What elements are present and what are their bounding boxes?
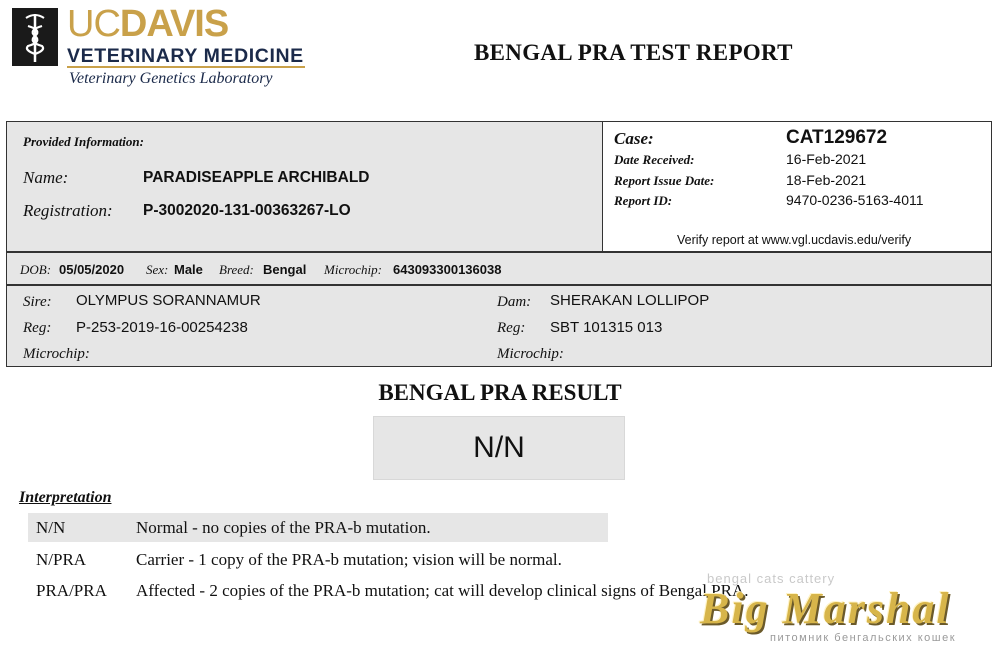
issue-date-value: 18-Feb-2021 [786,172,867,188]
interpretation-title: Interpretation [19,489,112,506]
provided-heading: Provided Information: [23,134,144,149]
verify-link[interactable]: Verify report at www.vgl.ucdavis.edu/verify [677,233,912,247]
date-received-label: Date Received: [614,152,695,167]
sire-reg-value: P-253-2019-16-00254238 [76,319,248,336]
breed-label: Breed: [219,262,254,277]
interpretation-text: Carrier - 1 copy of the PRA-b mutation; vision will be normal. [136,550,562,569]
report-title: BENGAL PRA TEST REPORT [474,40,793,65]
registration-value: P-3002020-131-00363267-LO [143,202,351,219]
date-received-value: 16-Feb-2021 [786,151,867,167]
registration-label: Registration: [23,201,113,220]
caduceus-icon [12,8,58,66]
dam-label: Dam: [497,294,532,310]
dam-value: SHERAKAN LOLLIPOP [550,292,710,309]
logo-vgl: Veterinary Genetics Laboratory [69,70,273,87]
divider-line [6,251,992,253]
interpretation-code: N/PRA [36,550,87,569]
microchip-label: Microchip: [324,262,382,277]
name-label: Name: [23,168,69,187]
result-value: N/N [373,416,625,480]
sire-reg-label: Reg: [23,320,52,336]
logo-vet-medicine: VETERINARY MEDICINE [67,45,304,67]
name-value: PARADISEAPPLE ARCHIBALD [143,169,370,186]
microchip-value: 643093300136038 [393,262,502,277]
interpretation-code: N/N [36,518,66,537]
sex-value: Male [174,262,203,277]
dam-reg-label: Reg: [497,320,526,336]
watermark-logo: Big Marshal [700,584,951,633]
case-label: Case: [614,129,654,148]
breed-value: Bengal [263,262,307,277]
dam-reg-value: SBT 101315 013 [550,319,663,336]
sire-microchip-label: Microchip: [23,346,90,362]
issue-date-label: Report Issue Date: [614,173,715,188]
sex-label: Sex: [146,262,169,277]
report-id-label: Report ID: [614,193,673,208]
divider-line [6,284,992,286]
dam-microchip-label: Microchip: [497,346,564,362]
result-title: BENGAL PRA RESULT [378,380,622,405]
case-value: CAT129672 [786,127,888,148]
sire-value: OLYMPUS SORANNAMUR [76,292,261,309]
dob-label: DOB: [20,262,52,277]
report-id-value: 9470-0236-5163-4011 [786,192,924,208]
sire-label: Sire: [23,294,52,310]
logo-ucdavis: UCDAVIS [67,3,229,45]
watermark-sub: питомник бенгальских кошек [770,632,957,644]
interpretation-text: Affected - 2 copies of the PRA-b mutation; cat will develop clinical signs of Bengal PRA. [136,581,749,600]
interpretation-text: Normal - no copies of the PRA-b mutation. [136,518,431,537]
dob-value: 05/05/2020 [59,262,125,277]
watermark-small: bengal cats cattery [707,571,836,586]
interpretation-code: PRA/PRA [36,581,107,600]
